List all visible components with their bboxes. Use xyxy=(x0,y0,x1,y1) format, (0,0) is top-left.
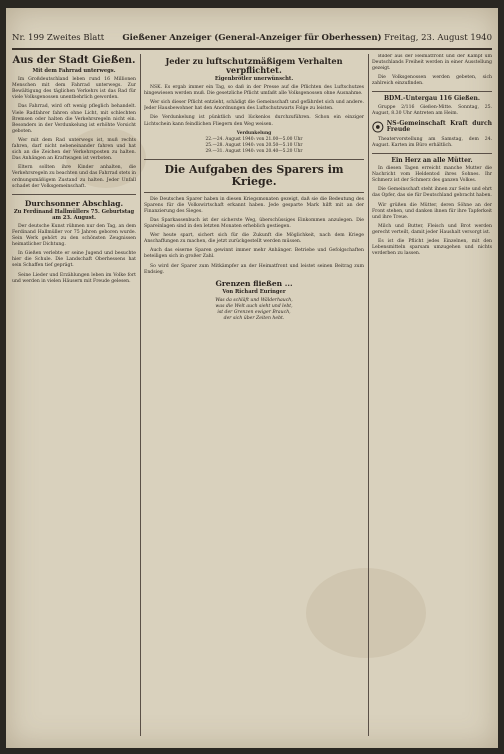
divider xyxy=(144,159,364,160)
article-paragraph: NSK. Es ergab immer ein Tag, so daß in der Presse auf die Pflichten des Luftschutzes hingewiesen werden muß. Die gesetzliche Pflicht umfaßt alle Volksgenossen ohne Ausnahme. xyxy=(144,85,364,97)
article-paragraph: Das Sparkassenbuch ist der sicherste Weg, überschüssiges Einkommen anzulegen. Die Spareinlagen sind in den letzten Monaten erheblich gestiegen. xyxy=(144,217,364,230)
article-title: Durchsonner Abschlag. xyxy=(24,198,124,208)
masthead xyxy=(12,28,492,50)
article-paragraph: Das Fahrrad, wird oft wenig pfleglich behandelt. Viele Radfahrer fahren ohne Licht, mit schlechten Bremsen oder halten die Verkehrsregeln nicht ein. Besonders in der Verdunkelung ist erhöhte Vorsicht geboten. xyxy=(12,104,136,134)
article-paragraph: Es ist die Pflicht jedes Einzelnen, mit den Lebensmitteln sparsam umzugehen und nichts verderben zu lassen. xyxy=(372,238,492,257)
article-paragraph: Seine Lieder und Erzählungen leben im Volke fort und werden in vielen Häusern mit Freude gelesen. xyxy=(12,272,136,284)
notice-text: Theatervorstellung am Samstag, dem 24. August. Karten im Büro erhältlich. xyxy=(372,136,492,148)
schedule-row: 29.—31. August 1940: von 20.40—5.20 Uhr xyxy=(205,148,303,154)
article-paragraph: Die Gemeinschaft steht ihnen zur Seite und ehrt das Opfer, das sie für Deutschland gebracht haben. xyxy=(372,187,492,199)
divider xyxy=(372,153,492,154)
issue-date: Freitag, 23. August 1940 xyxy=(384,33,492,43)
article-paragraph: Die Volksgenossen werden gebeten, sich zahlreich einzufinden. xyxy=(372,75,492,87)
column-rule xyxy=(368,54,369,736)
article-paragraph: Auch das eiserne Sparen gewinnt immer mehr Anhänger. Betriebe und Gefolgschaften beteiligen sich in großer Zahl. xyxy=(144,248,364,260)
notice-text: Gruppe 2/116 Gießen-Mitte. Sonntag, 25. August, 8.30 Uhr Antreten am Heim. xyxy=(372,104,492,116)
divider xyxy=(372,91,492,92)
kdf-label: NS-Gemeinschaft Kraft durch Freude xyxy=(386,119,492,133)
column-notices xyxy=(372,54,492,736)
article-paragraph: In Gießen verlebte er seine Jugend und besuchte hier die Schule. Die Landschaft Oberhessens hat sein Schaffen tief geprägt. xyxy=(12,251,136,269)
article-title: Ein Herz an alle Mütter. xyxy=(391,156,473,164)
article-subtitle: Mit dem Fahrrad unterwegs. xyxy=(32,68,116,74)
blackout-schedule xyxy=(144,131,364,155)
article-paragraph: Wer sich dieser Pflicht entzieht, schädigt die Gemeinschaft und gefährdet sich und andere. Jeder Hausbewohner hat den Anordnungen des Luftschutzwarts Folge zu leisten. xyxy=(144,100,364,112)
poem-line: was die Welt auch sieht und lebt, xyxy=(215,303,293,309)
kdf-emblem-icon xyxy=(372,120,384,134)
article-paragraph: Bilder aus der Heimatfront und der Kampf um Deutschlands Freiheit werden in einer Ausstellung gezeigt. xyxy=(372,54,492,72)
issue-number: Nr. 199 Zweites Blatt xyxy=(12,33,105,43)
newspaper-page xyxy=(6,8,498,748)
column-local-news xyxy=(12,54,136,736)
article-paragraph: Die Verdunkelung ist pünktlich und lückenlos durchzuführen. Schon ein einziger Lichtschein kann feindlichen Fliegern den Weg weisen. xyxy=(144,115,364,127)
divider xyxy=(144,192,364,193)
divider xyxy=(12,194,136,195)
article-subtitle: Eigenbrötler unerwünscht. xyxy=(214,76,294,82)
article-paragraph: Der deutsche Kunst rühmen nur den Tag, an dem Ferdinand Hallmüller vor 75 Jahren geboren wurde. Sein Werk gehört zu den schönsten Zeugnissen heimatlicher Dichtung. xyxy=(12,223,136,248)
schedule-title: Verdunkelung xyxy=(236,130,272,136)
kdf-block xyxy=(372,120,492,134)
article-paragraph: In diesen Tagen erreicht manche Mutter die Nachricht vom Heldentod ihres Sohnes. Ihr Schmerz ist der Schmerz des ganzen Volkes. xyxy=(372,166,492,184)
article-paragraph: Wer heute spart, sichert sich für die Zukunft die Möglichkeit, nach dem Kriege Anschaffungen zu machen, die jetzt zurückgestellt werden müssen. xyxy=(144,233,364,245)
poem-line: der sich über Zeiten hebt. xyxy=(223,316,285,322)
article-title: Jeder zu luftschutzmäßigem Verhalten verpflichtet. xyxy=(165,56,343,75)
section-title: Aus der Stadt Gießen. xyxy=(12,55,136,66)
poem-author: Von Richard Euringer xyxy=(222,288,286,295)
poem-line: ist der Grenzen ewiger Brauch, xyxy=(217,309,291,315)
paper-title: Gießener Anzeiger (General-Anzeiger für Oberhessen) xyxy=(122,33,382,43)
article-paragraph: Milch und Butter, Fleisch und Brot werden gerecht verteilt, damit jeder Haushalt versorgt ist. xyxy=(372,223,492,235)
schedule-row: 22.—24. August 1940: von 21.00—5.00 Uhr xyxy=(205,136,303,142)
article-paragraph: Eltern sollten ihre Kinder anhalten, die Verkehrsregeln zu beachten und das Fahrrad stets in ordnungsmäßigem Zustand zu halten. Jeder Unfall schadet der Volksgemeinschaft. xyxy=(12,165,136,189)
article-paragraph: Wer mit dem Rad unterwegs ist, muß rechts fahren, darf nicht nebeneinander fahren und hat sich an die Zeichen der Verkehrsposten zu halten. Das Anhängen an Kraftwagen ist verboten. xyxy=(12,137,136,162)
article-paragraph: So wird der Sparer zum Mitkämpfer an der Heimatfront und leistet seinen Beitrag zum Endsieg. xyxy=(144,263,364,275)
notice-title: BDM.-Untergau 116 Gießen. xyxy=(383,95,481,103)
poem-body xyxy=(144,298,364,322)
poem-line: Was da schläft und Wälderhauch, xyxy=(215,297,293,303)
schedule-row: 25.—28. August 1940: von 20.50—5.10 Uhr xyxy=(205,142,303,148)
column-rule xyxy=(140,54,141,736)
article-paragraph: Wir grüßen die Mütter, deren Söhne an der Front stehen, und danken ihnen für ihre Tapferkeit und ihre Treue. xyxy=(372,202,492,220)
column-main xyxy=(144,54,364,736)
article-title: Die Aufgaben des Sparers im Kriege. xyxy=(164,162,344,188)
article-paragraph: Im Großdeutschland leben rund 16 Millionen Menschen mit dem Fahrrad unterwegs. Zur Bewältigung des täglichen Verkehrs ist das Rad für viele Volksgenossen unentbehrlich geworden. xyxy=(12,77,136,101)
article-subtitle: Zu Ferdinand Hallmüllers 75. Geburtstag am 23. August. xyxy=(13,208,135,221)
poem-title: Grenzen fließen ... xyxy=(215,278,293,288)
article-paragraph: Die Deutschen Sparer haben in diesen Kriegsmonaten gezeigt, daß sie die Bedeutung des Sparens für die Volkswirtschaft erkannt haben. Jede gesparte Mark hilft mit an der Finanzierung des Sieges. xyxy=(144,196,364,214)
